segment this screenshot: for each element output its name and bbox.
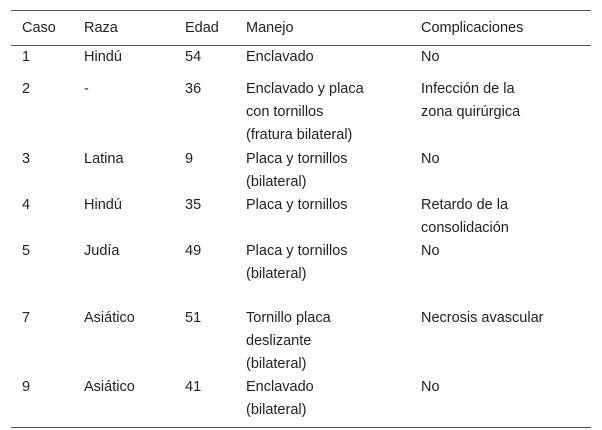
- cell-manejo: Enclavado (bilateral): [235, 376, 410, 428]
- cell-edad: 41: [174, 376, 235, 428]
- cell-caso: 7: [22, 309, 31, 326]
- cell-edad: 36: [185, 80, 202, 97]
- header-row: [11, 11, 591, 46]
- cell-complicaciones: No: [421, 242, 440, 259]
- header-caso: Caso: [11, 11, 73, 46]
- cell-complicaciones: Necrosis avascular: [421, 309, 544, 326]
- cell-caso: 9: [11, 376, 73, 428]
- cell-caso: 3: [22, 150, 31, 167]
- cell-caso: 5: [22, 242, 31, 259]
- cell-raza: Judía: [84, 242, 120, 259]
- cell-complicaciones: Infección de la zona quirúrgica: [421, 80, 521, 120]
- cell-caso: 1: [22, 49, 31, 65]
- header-manejo: Manejo: [235, 11, 410, 46]
- table-row: [11, 194, 591, 240]
- cell-caso: 2: [22, 80, 31, 97]
- header-raza: Raza: [73, 11, 174, 46]
- cell-edad: 54: [185, 49, 202, 65]
- cell-manejo: Placa y tornillos (bilateral): [246, 242, 348, 282]
- cell-raza: Asiático: [84, 309, 135, 326]
- table-row: [11, 240, 591, 307]
- table-header: [11, 11, 591, 46]
- cell-raza: Hindú: [84, 49, 122, 65]
- header-complicaciones: Complicaciones: [410, 11, 591, 46]
- table-row: [11, 376, 591, 428]
- cell-manejo: Placa y tornillos: [246, 196, 348, 213]
- table-row: [11, 148, 591, 194]
- cell-edad: 9: [185, 150, 194, 167]
- cell-manejo: Enclavado y placa con tornillos (fratura bilateral): [246, 80, 364, 143]
- cell-complicaciones: No: [421, 49, 440, 65]
- cell-raza: Latina: [84, 150, 124, 167]
- cell-complicaciones: Retardo de la consolidación: [421, 196, 509, 236]
- cell-edad: 51: [185, 309, 202, 326]
- cell-raza: Hindú: [84, 196, 122, 213]
- cell-edad: 49: [185, 242, 202, 259]
- cell-edad: 35: [185, 196, 202, 213]
- cell-manejo: Tornillo placa deslizante (bilateral): [246, 309, 331, 372]
- cell-manejo: Placa y tornillos (bilateral): [246, 150, 348, 190]
- table-body: [11, 46, 591, 428]
- cell-raza: Asiático: [73, 376, 174, 428]
- cell-manejo: Enclavado: [246, 49, 314, 65]
- cases-table: [11, 10, 591, 428]
- cell-raza: -: [84, 80, 89, 97]
- cell-caso: 4: [22, 196, 31, 213]
- table-row: [11, 78, 591, 148]
- cases-table-container: [11, 10, 591, 428]
- table-row: [11, 307, 591, 376]
- header-edad: Edad: [174, 11, 235, 46]
- table-row: [11, 46, 591, 78]
- cell-complicaciones: No: [410, 376, 591, 428]
- cell-complicaciones: No: [421, 150, 440, 167]
